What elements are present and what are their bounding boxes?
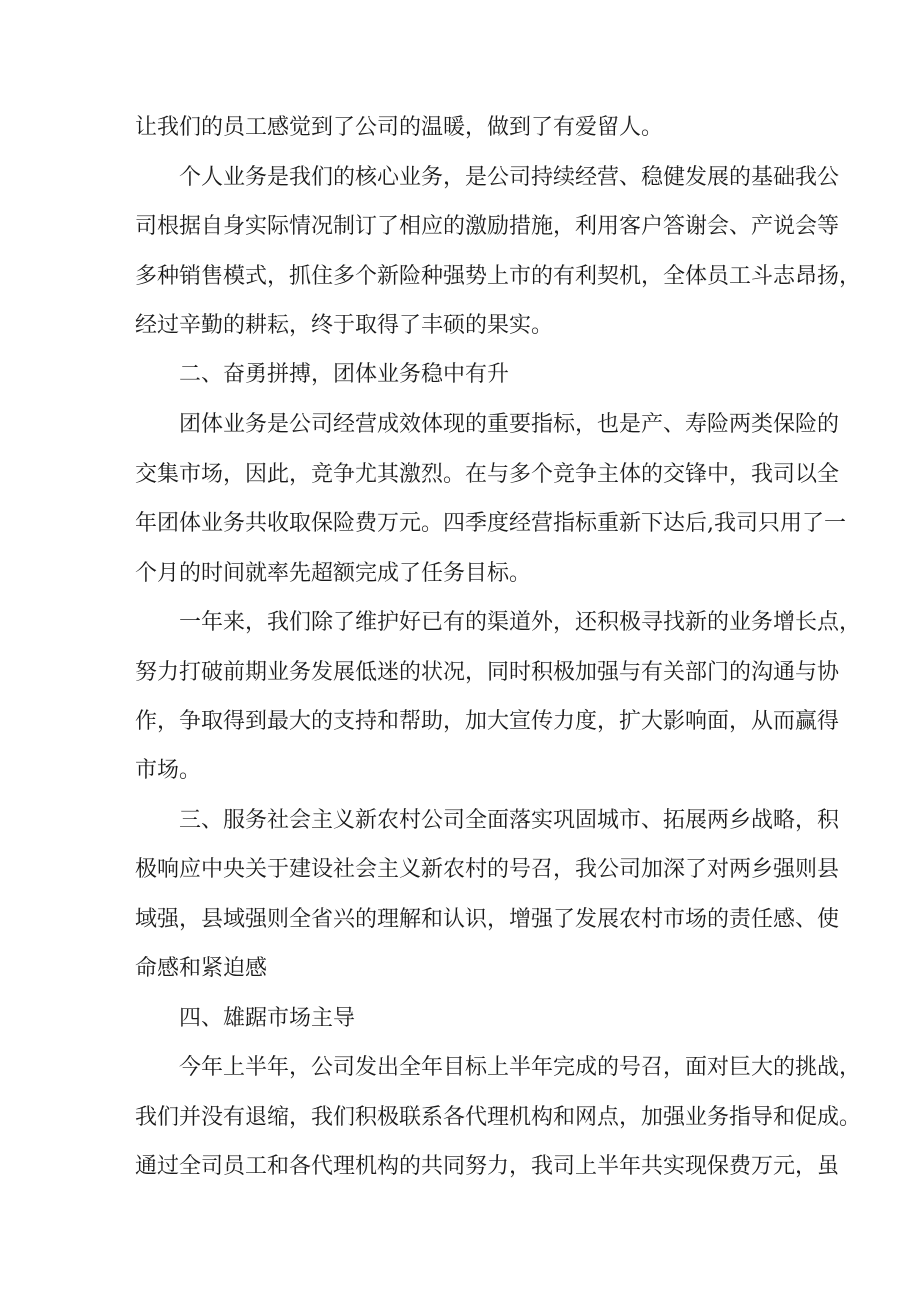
text-line: 个月的时间就率先超额完成了任务目标。: [135, 561, 532, 586]
text-line: 努力打破前期业务发展低迷的状况，同时积极加强与有关部门的沟通与协: [135, 660, 840, 685]
paragraph-first-line: 三、服务社会主义新农村公司全面落实巩固城市、拓展两乡战略，积: [179, 808, 840, 833]
text-line: 司根据自身实际情况制订了相应的激励措施，利用客户答谢会、产说会等: [135, 214, 840, 239]
paragraph-first-line: 个人业务是我们的核心业务，是公司持续经营、稳健发展的基础我公: [179, 165, 840, 190]
paragraph-first-line: 团体业务是公司经营成效体现的重要指标，也是产、寿险两类保险的: [179, 412, 840, 437]
text-line: 极响应中央关于建设社会主义新农村的号召，我公司加深了对两乡强则县: [135, 857, 840, 882]
text-line: 通过全司员工和各代理机构的共同努力，我司上半年共实现保费万元，虽: [135, 1154, 840, 1179]
text-line: 交集市场，因此，竞争尤其激烈。在与多个竞争主体的交锋中，我司以全: [135, 462, 840, 487]
text-line: 经过辛勤的耕耘，终于取得了丰硕的果实。: [135, 313, 554, 338]
text-line: 我们并没有退缩，我们积极联系各代理机构和网点，加强业务指导和促成。: [135, 1105, 862, 1130]
paragraph-first-line: 今年上半年，公司发出全年目标上半年完成的号召，面对巨大的挑战，: [179, 1055, 862, 1080]
paragraph-first-line: 一年来，我们除了维护好已有的渠道外，还积极寻找新的业务增长点，: [179, 610, 862, 635]
text-line: 年团体业务共收取保险费万元。四季度经营指标重新下达后,我司只用了一: [135, 511, 846, 536]
text-line: 多种销售模式，抓住多个新险种强势上市的有利契机，全体员工斗志昂扬，: [135, 264, 862, 289]
text-line: 命感和紧迫感: [135, 956, 268, 981]
section-heading: 二、奋勇拼搏，团体业务稳中有升: [179, 362, 510, 387]
text-line: 域强，县域强则全省兴的理解和认识，增强了发展农村市场的责任感、使: [135, 907, 840, 932]
text-line: 作，争取得到最大的支持和帮助，加大宣传力度，扩大影响面，从而赢得: [135, 709, 840, 734]
section-heading: 四、雄踞市场主导: [179, 1006, 356, 1031]
text-line: 让我们的员工感觉到了公司的温暖，做到了有爱留人。: [135, 115, 664, 140]
text-line: 市场。: [135, 758, 202, 783]
